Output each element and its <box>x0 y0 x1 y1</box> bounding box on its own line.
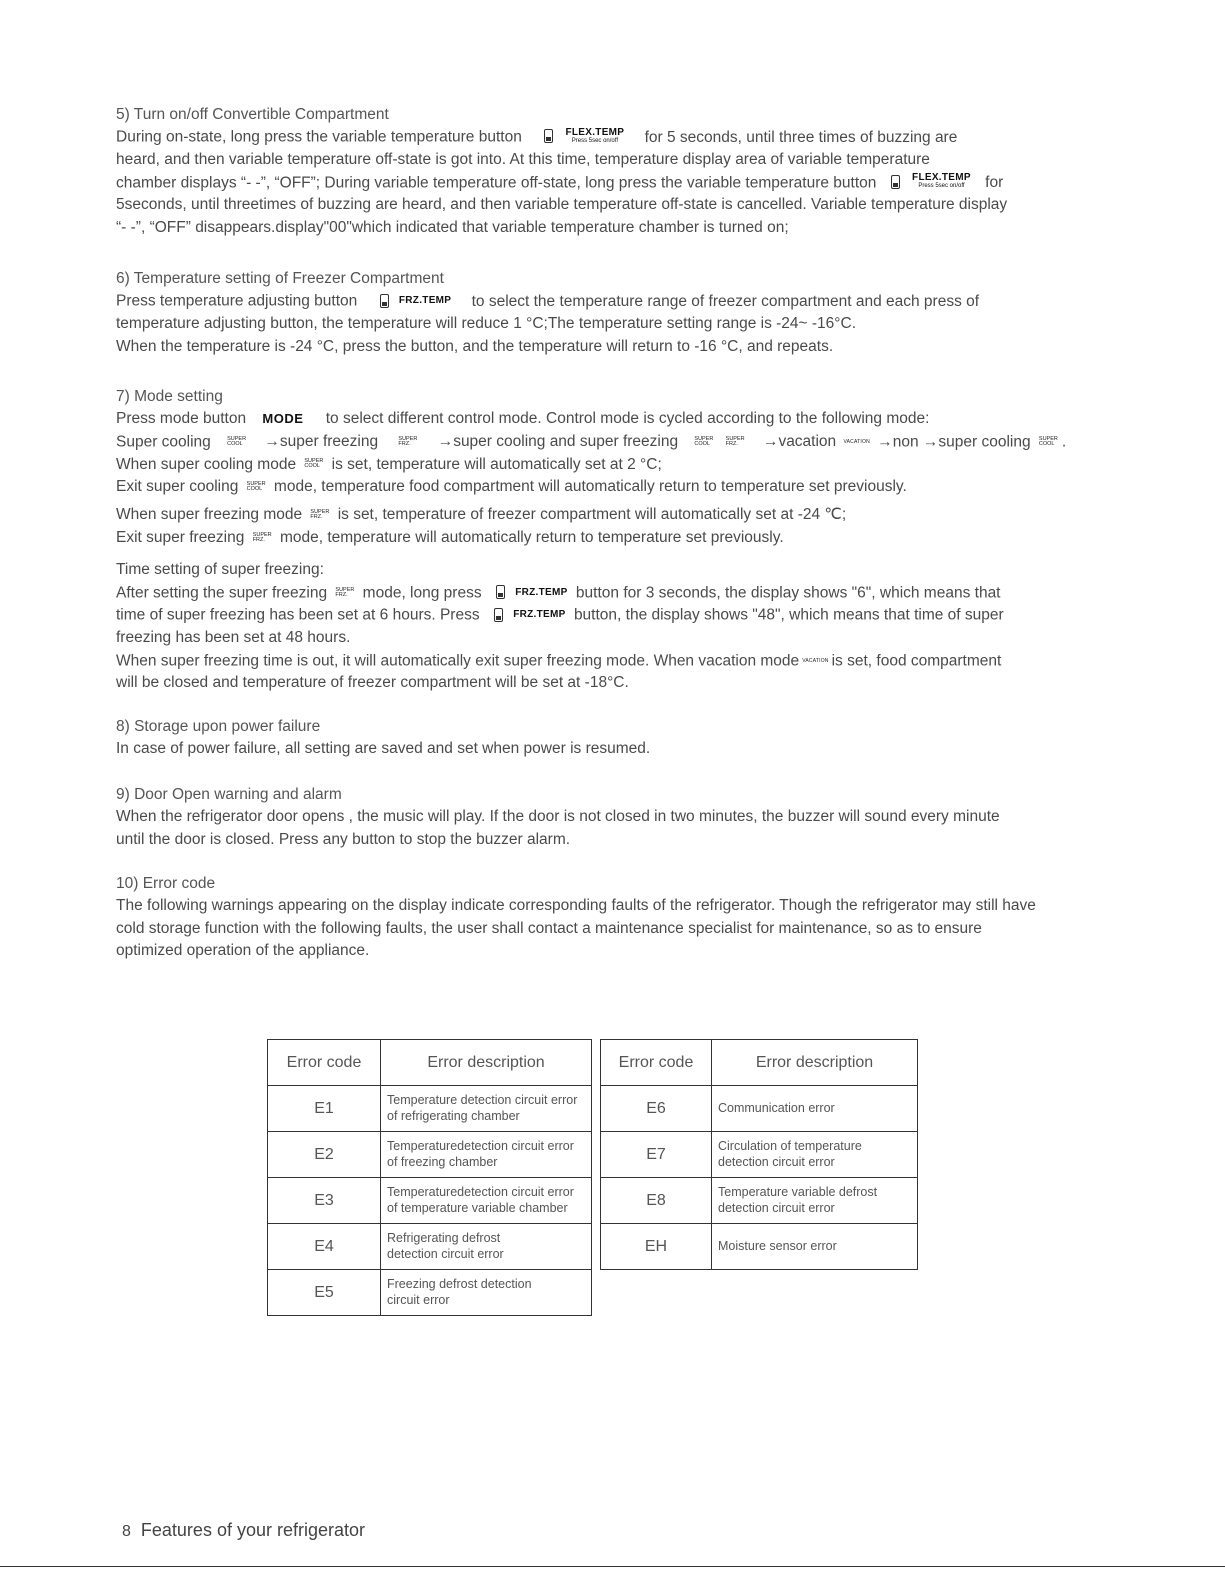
error-code-cell: E4 <box>268 1224 381 1270</box>
section-heading: 6) Temperature setting of Freezer Compartment <box>116 270 444 287</box>
error-code-table-right <box>600 1039 918 1270</box>
column-header: Error description <box>381 1040 592 1086</box>
mode-button-icon: MODE <box>262 411 304 427</box>
text-line: until the door is closed. Press any button to stop the buzzer alarm. <box>116 830 571 848</box>
error-code-cell: E5 <box>268 1270 381 1316</box>
table-row <box>601 1178 918 1224</box>
table-row <box>268 1270 592 1316</box>
frz-temp-button-icon: FRZ.TEMP <box>496 582 568 605</box>
text-line: 5seconds, until threetimes of buzzing are heard, and then variable temperature off-state is cancelled. Variable temperature display <box>116 196 1008 214</box>
table-row <box>268 1086 592 1132</box>
frz-temp-label: FRZ.TEMP <box>398 295 452 307</box>
text-line: During on-state, long press the variable temperature button <box>116 128 522 146</box>
error-code-table-left <box>267 1039 592 1316</box>
super-cool-icon: SUPER COOL <box>304 458 324 470</box>
flex-temp-label: FLEX.TEMP <box>912 172 971 184</box>
text-line: When the temperature is -24 °C, press the button, and the temperature will return to -16 °C, and repeats. <box>116 337 834 355</box>
flex-temp-sublabel: Press 5sec on/off <box>571 138 618 145</box>
text-line: Press temperature adjusting button <box>116 292 358 310</box>
vacation-icon: VACATION <box>802 657 829 664</box>
section-heading: 10) Error code <box>116 875 216 892</box>
table-header-row <box>268 1040 592 1086</box>
table-row <box>601 1132 918 1178</box>
text-line: temperature adjusting button, the temperature will reduce 1 °C;The temperature setting range is -24~ -16°C. <box>116 315 856 333</box>
section-heading: 7) Mode setting <box>116 388 223 405</box>
text-line: chamber displays “- -”, “OFF”; During variable temperature off-state, long press the variable temperature button <box>116 173 877 191</box>
table-row <box>268 1178 592 1224</box>
super-frz-icon: SUPER FRZ. <box>252 531 272 543</box>
error-description-cell: Temperature detection circuit error of refrigerating chamber <box>381 1086 592 1132</box>
footer-title: Features of your refrigerator <box>140 1520 366 1540</box>
super-frz-icon: SUPER FRZ. <box>725 436 745 448</box>
error-description-cell: Temperaturedetection circuit error of freezing chamber <box>381 1132 592 1178</box>
button-icon <box>891 175 900 189</box>
flex-temp-button-icon <box>891 172 971 194</box>
error-description-cell: Refrigerating defrost detection circuit error <box>381 1224 592 1270</box>
table-row <box>601 1224 918 1270</box>
flex-temp-sublabel: Press 5sec on/off <box>918 183 965 190</box>
page-footer <box>122 1520 365 1541</box>
super-cool-icon: SUPER COOL <box>694 436 714 448</box>
text-line: for 5 seconds, until three times of buzzing are <box>644 128 958 146</box>
super-cool-icon: SUPER COOL <box>1038 436 1058 448</box>
error-description-cell: Freezing defrost detection circuit error <box>381 1270 592 1316</box>
text-line: to select different control mode. Control mode is cycled according to the following mode: <box>325 410 930 428</box>
frz-temp-button-icon <box>380 290 452 313</box>
mode-cycle-line: Super cooling SUPER COOL →super freezing SUPER FRZ. →super cooling and super freezing SUPER COOL SUPER FRZ. →vacation VACATION →non →super cooling SUPER COOL . <box>116 431 1116 454</box>
error-code-cell: EH <box>601 1224 712 1270</box>
vacation-icon: VACATION <box>843 438 870 445</box>
error-code-cell: E7 <box>601 1132 712 1178</box>
table-row <box>268 1224 592 1270</box>
error-code-cell: E1 <box>268 1086 381 1132</box>
text-line: Press mode button <box>116 410 247 428</box>
section-error-code <box>116 873 1116 963</box>
text-line: The following warnings appearing on the display indicate corresponding faults of the refrigerator. Though the refrigerator may still have <box>116 897 1036 915</box>
flex-temp-button-icon <box>544 126 624 148</box>
footer-divider <box>0 1566 1225 1567</box>
button-icon <box>544 129 553 143</box>
section-mode-setting: 7) Mode setting Press mode button MODE to select different control mode. Control mode is cycled according to the following mode: Super cooling SUPER COOL →super freezing SUPER FRZ. →super cooling and super freezing SUPER COOL SUPER FRZ. →vacation VACATION →non →super cooling SUPER COOL . When super cooling mode SUPER COOL is set, temperature will automatically set at 2 °C; Exit super cooling SUPER COOL mode, temperature food compartment will automatically return to temperature set previously. When super freezing mode SUPER FRZ. is set, temperature of freezer compartment will automatically set at -24 ℃; Exit super freezing SUPER FRZ. mode, temperature will automatically return to temperature set previously. Time setting of super freezing: After setting the super freezing SUPER FRZ. mode, long press FRZ.TEMP button for 3 seconds, the display shows "6", which means that time of super freezing has been set at 6 hours. Press FRZ.TEMP button, the display shows "48", which means that time of super freezing has been set at 48 hours. When super freezing time is out, it will automatically exit super freezing mode. When vacation mode VACATION is set, food compartment will be closed and temperature of freezer compartment will be set at -18°C. <box>116 386 1116 695</box>
text-line: heard, and then variable temperature off-state is got into. At this time, temperature display area of variable temperature <box>116 151 930 169</box>
column-header: Error description <box>712 1040 918 1086</box>
frz-temp-button-icon: FRZ.TEMP <box>494 604 566 627</box>
section-heading: 8) Storage upon power failure <box>116 718 321 735</box>
super-cool-icon: SUPER COOL <box>246 480 266 492</box>
error-code-cell: E8 <box>601 1178 712 1224</box>
text-line: cold storage function with the following faults, the user shall contact a maintenance specialist for maintenance, so as to ensure <box>116 919 982 937</box>
text-line: for <box>985 173 1004 191</box>
error-description-cell: Circulation of temperature detection circuit error <box>712 1132 918 1178</box>
section-door-alarm <box>116 784 1116 851</box>
section-power-failure <box>116 716 1116 761</box>
table-row <box>601 1086 918 1132</box>
table-header-row <box>601 1040 918 1086</box>
page-number: 8 <box>122 1523 131 1540</box>
column-header: Error code <box>601 1040 712 1086</box>
error-code-cell: E3 <box>268 1178 381 1224</box>
error-description-cell: Communication error <box>712 1086 918 1132</box>
text-line: optimized operation of the appliance. <box>116 942 370 960</box>
section-heading: 9) Door Open warning and alarm <box>116 786 342 803</box>
error-code-cell: E2 <box>268 1132 381 1178</box>
section-heading: 5) Turn on/off Convertible Compartment <box>116 106 389 123</box>
section-freezer-temperature <box>116 268 1116 358</box>
section-convertible-compartment <box>116 104 1116 239</box>
error-description-cell: Temperature variable defrost detection circuit error <box>712 1178 918 1224</box>
column-header: Error code <box>268 1040 381 1086</box>
flex-temp-label: FLEX.TEMP <box>565 127 625 139</box>
super-cool-icon: SUPER COOL <box>227 436 247 448</box>
text-line: “- -”, “OFF” disappears.display"00"which indicated that variable temperature chamber is turned on; <box>116 218 789 236</box>
text-line: When the refrigerator door opens , the music will play. If the door is not closed in two minutes, the buzzer will sound every minute <box>116 808 1000 826</box>
super-frz-icon: SUPER FRZ. <box>398 436 418 448</box>
super-frz-icon: SUPER FRZ. <box>335 586 355 598</box>
text-line: to select the temperature range of freezer compartment and each press of <box>471 292 980 310</box>
button-icon <box>380 294 389 308</box>
super-frz-icon: SUPER FRZ. <box>310 509 330 521</box>
error-description-cell: Moisture sensor error <box>712 1224 918 1270</box>
text-line: In case of power failure, all setting are saved and set when power is resumed. <box>116 740 651 758</box>
table-row <box>268 1132 592 1178</box>
error-description-cell: Temperaturedetection circuit error of temperature variable chamber <box>381 1178 592 1224</box>
subheading: Time setting of super freezing: <box>116 561 324 579</box>
error-code-cell: E6 <box>601 1086 712 1132</box>
